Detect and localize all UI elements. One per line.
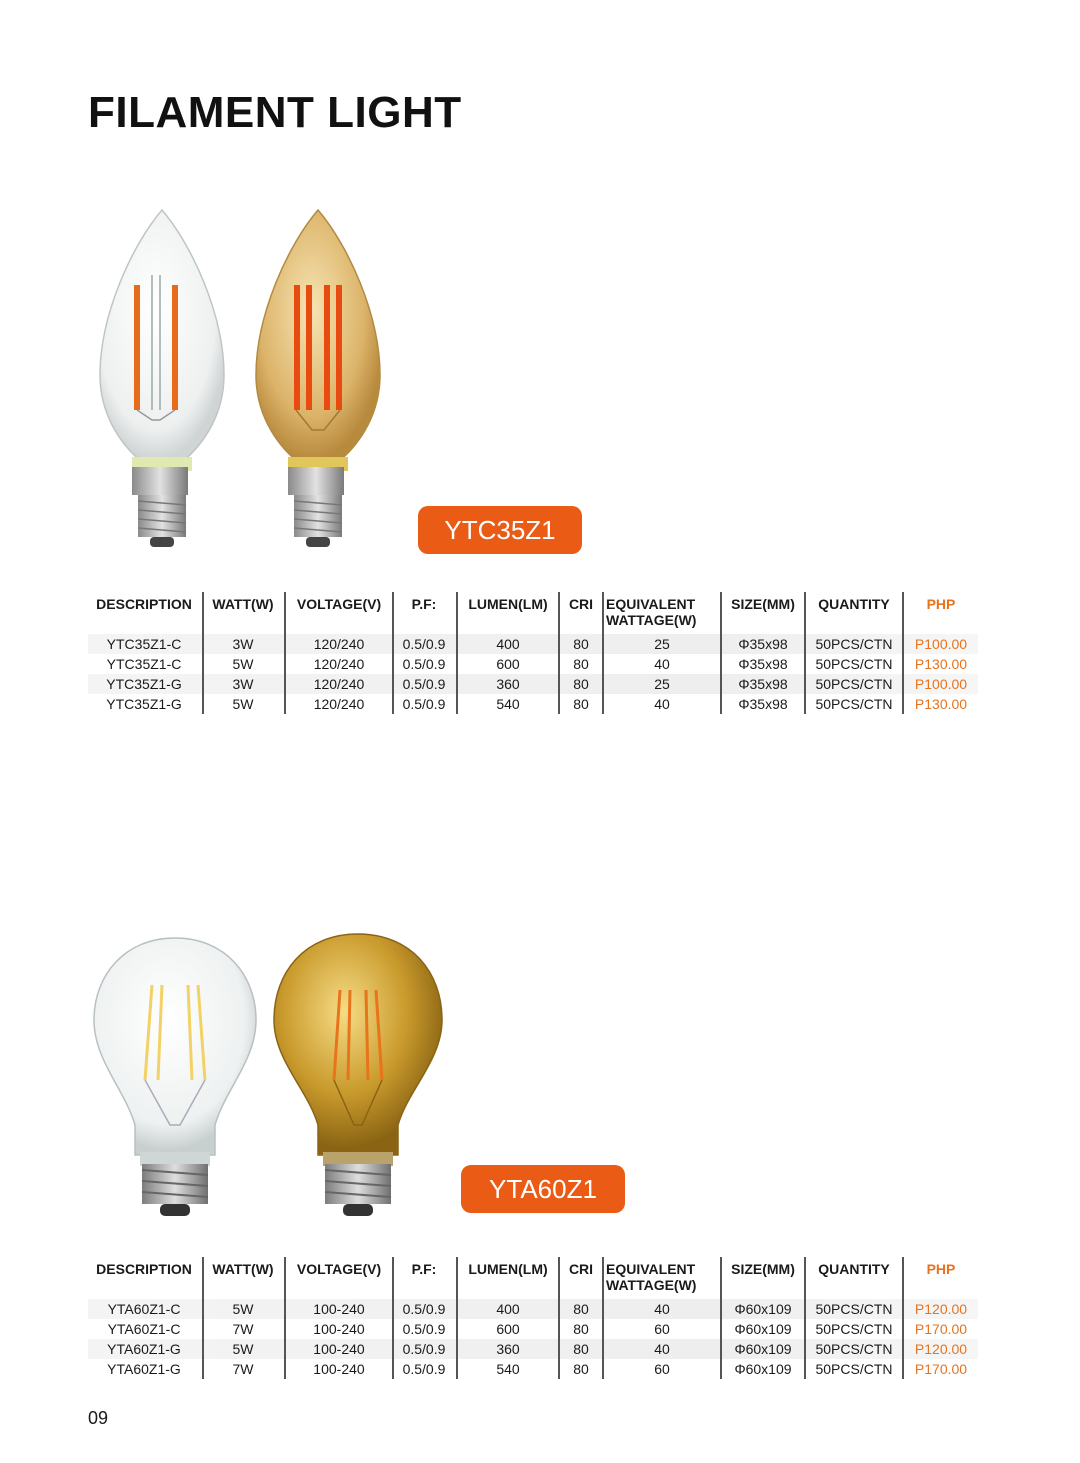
table-cell: 120/240 xyxy=(313,696,365,712)
table-cell: 50PCS/CTN xyxy=(815,1301,893,1317)
table-cell: 40 xyxy=(654,1341,670,1357)
table-cell: 25 xyxy=(654,676,670,692)
table-cell: 80 xyxy=(573,656,589,672)
table-cell: 540 xyxy=(496,1361,520,1377)
column-divider xyxy=(804,1257,806,1379)
column-header: PHP xyxy=(926,1261,956,1277)
column-divider xyxy=(558,592,560,714)
table-cell: YTA60Z1-C xyxy=(107,1321,181,1337)
table-cell: 0.5/0.9 xyxy=(402,696,446,712)
column-divider xyxy=(284,592,286,714)
table-cell: Φ35x98 xyxy=(738,636,788,652)
table-cell: P120.00 xyxy=(914,1341,968,1357)
table-cell: 80 xyxy=(573,1321,589,1337)
table-cell: Φ35x98 xyxy=(738,656,788,672)
column-divider xyxy=(804,592,806,714)
table-row xyxy=(88,1319,978,1339)
table-cell: Φ60x109 xyxy=(734,1341,792,1357)
table-cell: 80 xyxy=(573,676,589,692)
table-cell: 7W xyxy=(232,1361,254,1377)
table-cell: YTA60Z1-G xyxy=(107,1341,181,1357)
table-cell: 100-240 xyxy=(313,1321,365,1337)
table-cell: 50PCS/CTN xyxy=(815,1361,893,1377)
table-cell: 40 xyxy=(654,1301,670,1317)
table-cell: P130.00 xyxy=(914,696,968,712)
table-cell: 5W xyxy=(232,696,254,712)
table-cell: 5W xyxy=(232,656,254,672)
table-cell: 0.5/0.9 xyxy=(402,1361,446,1377)
column-header: SIZE(MM) xyxy=(731,596,795,612)
table-row xyxy=(88,1299,978,1319)
column-header: EQUIVALENT WATTAGE(W) xyxy=(606,596,697,628)
table-cell: 5W xyxy=(232,1301,254,1317)
column-header: LUMEN(LM) xyxy=(468,1261,548,1277)
candle-bulb-clear-image xyxy=(92,205,232,555)
table-cell: 5W xyxy=(232,1341,254,1357)
spec-table xyxy=(88,1257,978,1379)
model-badge: YTC35Z1 xyxy=(418,506,582,554)
table-row xyxy=(88,1339,978,1359)
table-cell: 100-240 xyxy=(313,1301,365,1317)
column-divider xyxy=(720,592,722,714)
table-cell: 80 xyxy=(573,696,589,712)
table-cell: 0.5/0.9 xyxy=(402,1301,446,1317)
table-cell: 40 xyxy=(654,656,670,672)
table-cell: YTC35Z1-G xyxy=(106,676,182,692)
table-cell: 600 xyxy=(496,1321,520,1337)
table-cell: 400 xyxy=(496,636,520,652)
column-divider xyxy=(392,592,394,714)
table-cell: 40 xyxy=(654,696,670,712)
table-cell: Φ60x109 xyxy=(734,1321,792,1337)
column-divider xyxy=(392,1257,394,1379)
column-header: DESCRIPTION xyxy=(96,596,192,612)
column-divider xyxy=(602,1257,604,1379)
column-header: QUANTITY xyxy=(818,596,890,612)
table-row xyxy=(88,654,978,674)
table-cell: P130.00 xyxy=(914,656,968,672)
column-divider xyxy=(558,1257,560,1379)
table-cell: 3W xyxy=(232,676,254,692)
table-cell: P100.00 xyxy=(914,676,968,692)
table-cell: 50PCS/CTN xyxy=(815,1321,893,1337)
table-cell: Φ60x109 xyxy=(734,1361,792,1377)
table-cell: 120/240 xyxy=(313,676,365,692)
column-divider xyxy=(720,1257,722,1379)
table-cell: 80 xyxy=(573,636,589,652)
column-divider xyxy=(902,592,904,714)
table-cell: 50PCS/CTN xyxy=(815,656,893,672)
column-header: DESCRIPTION xyxy=(96,1261,192,1277)
column-header: WATT(W) xyxy=(212,596,274,612)
table-cell: 80 xyxy=(573,1301,589,1317)
table-row xyxy=(88,674,978,694)
table-cell: 7W xyxy=(232,1321,254,1337)
page-number: 09 xyxy=(88,1408,109,1428)
column-header: VOLTAGE(V) xyxy=(296,1261,382,1277)
table-cell: 60 xyxy=(654,1321,670,1337)
table-cell: 50PCS/CTN xyxy=(815,676,893,692)
table-cell: YTC35Z1-C xyxy=(106,656,182,672)
table-row xyxy=(88,694,978,714)
column-header: EQUIVALENT WATTAGE(W) xyxy=(606,1261,697,1293)
column-header: P.F: xyxy=(411,1261,437,1277)
column-divider xyxy=(902,1257,904,1379)
table-cell: P170.00 xyxy=(914,1361,968,1377)
table-cell: 540 xyxy=(496,696,520,712)
table-cell: 360 xyxy=(496,1341,520,1357)
table-header xyxy=(88,592,978,634)
table-cell: 400 xyxy=(496,1301,520,1317)
table-cell: 0.5/0.9 xyxy=(402,676,446,692)
table-cell: 100-240 xyxy=(313,1361,365,1377)
a-shape-bulb-gold-image xyxy=(270,930,446,1222)
table-cell: 0.5/0.9 xyxy=(402,1341,446,1357)
table-cell: 0.5/0.9 xyxy=(402,656,446,672)
column-header: QUANTITY xyxy=(818,1261,890,1277)
table-cell: YTC35Z1-C xyxy=(106,636,182,652)
table-cell: YTA60Z1-C xyxy=(107,1301,181,1317)
table-cell: 3W xyxy=(232,636,254,652)
column-header: CRI xyxy=(568,1261,594,1277)
table-cell: 600 xyxy=(496,656,520,672)
table-cell: 60 xyxy=(654,1361,670,1377)
column-header: LUMEN(LM) xyxy=(468,596,548,612)
table-cell: 50PCS/CTN xyxy=(815,696,893,712)
model-badge: YTA60Z1 xyxy=(461,1165,625,1213)
table-cell: 0.5/0.9 xyxy=(402,1321,446,1337)
spec-table xyxy=(88,592,978,714)
table-cell: 80 xyxy=(573,1361,589,1377)
table-cell: 120/240 xyxy=(313,656,365,672)
table-cell: P120.00 xyxy=(914,1301,968,1317)
table-cell: Φ35x98 xyxy=(738,676,788,692)
table-row xyxy=(88,634,978,654)
table-cell: 50PCS/CTN xyxy=(815,1341,893,1357)
column-divider xyxy=(284,1257,286,1379)
page-title: FILAMENT LIGHT xyxy=(88,88,462,137)
table-cell: Φ35x98 xyxy=(738,696,788,712)
table-cell: Φ60x109 xyxy=(734,1301,792,1317)
table-cell: YTA60Z1-G xyxy=(107,1361,181,1377)
table-cell: P100.00 xyxy=(914,636,968,652)
table-cell: 25 xyxy=(654,636,670,652)
table-row xyxy=(88,1359,978,1379)
table-cell: 360 xyxy=(496,676,520,692)
a-shape-bulb-clear-image xyxy=(90,930,260,1222)
table-cell: 100-240 xyxy=(313,1341,365,1357)
column-header: SIZE(MM) xyxy=(731,1261,795,1277)
column-header: P.F: xyxy=(411,596,437,612)
table-cell: 0.5/0.9 xyxy=(402,636,446,652)
column-header: PHP xyxy=(926,596,956,612)
column-header: WATT(W) xyxy=(212,1261,274,1277)
table-cell: P170.00 xyxy=(914,1321,968,1337)
table-cell: YTC35Z1-G xyxy=(106,696,182,712)
table-cell: 120/240 xyxy=(313,636,365,652)
table-cell: 80 xyxy=(573,1341,589,1357)
column-divider xyxy=(456,592,458,714)
column-divider xyxy=(602,592,604,714)
column-header: VOLTAGE(V) xyxy=(296,596,382,612)
column-header: CRI xyxy=(568,596,594,612)
column-divider xyxy=(202,592,204,714)
column-divider xyxy=(202,1257,204,1379)
table-cell: 50PCS/CTN xyxy=(815,636,893,652)
column-divider xyxy=(456,1257,458,1379)
table-header xyxy=(88,1257,978,1299)
candle-bulb-gold-image xyxy=(248,205,388,555)
